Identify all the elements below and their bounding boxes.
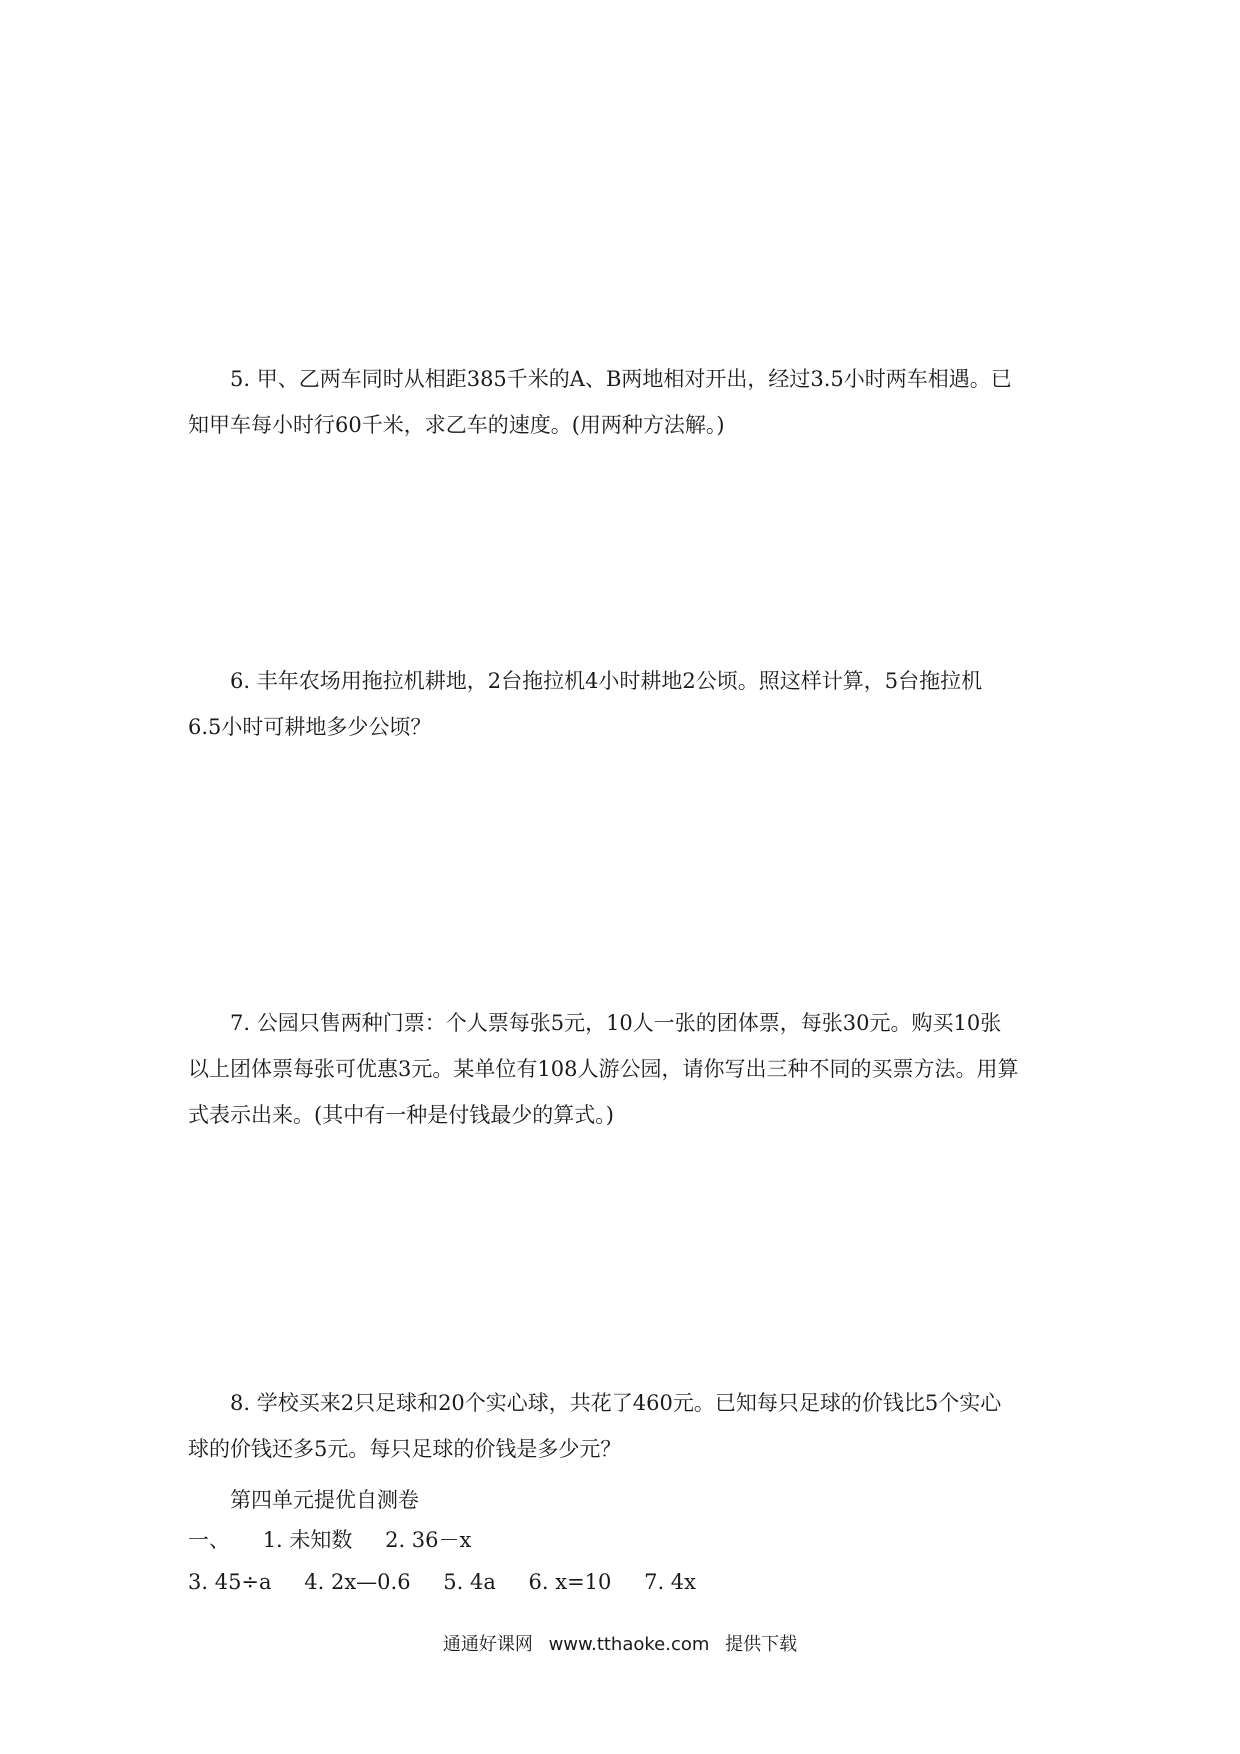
question-8: [188, 1380, 1058, 1472]
answer-item-5: 5. 4a: [443, 1570, 496, 1594]
question-7-line-1: 7. 公园只售两种门票：个人票每张5元，10人一张的团体票，每张30元。购买10张: [230, 1011, 1002, 1035]
answer-section-title: 第四单元提优自测卷: [230, 1488, 419, 1512]
question-5-line-1: 5. 甲、乙两车同时从相距385千米的A、B两地相对开出，经过3.5小时两车相遇。已: [230, 367, 1012, 391]
answer-item-4: 4. 2x—0.6: [304, 1570, 411, 1594]
answer-item-1: 1. 未知数: [262, 1528, 353, 1552]
answer-section-number: 一、: [188, 1528, 230, 1552]
answer-item-2: 2. 36－x: [385, 1528, 472, 1552]
question-8-line-1: 8. 学校买来2只足球和20个实心球，共花了460元。已知每只足球的价钱比5个实心: [230, 1391, 1002, 1415]
answer-row-2: [188, 1562, 696, 1602]
footer-url[interactable]: www.tthaoke.com: [548, 1634, 710, 1655]
question-5: [188, 356, 1058, 448]
answer-row-1: [188, 1520, 471, 1560]
question-6-line-1: 6. 丰年农场用拖拉机耕地，2台拖拉机4小时耕地2公顷。照这样计算，5台拖拉机: [230, 669, 983, 693]
answer-item-6: 6. x=10: [528, 1570, 612, 1594]
footer-note: 提供下载: [725, 1634, 798, 1655]
question-8-line-2: 球的价钱还多5元。每只足球的价钱是多少元？: [188, 1437, 622, 1461]
question-7: [188, 1000, 1058, 1138]
question-6: [188, 658, 1058, 750]
question-6-line-2: 6.5小时可耕地多少公顷？: [188, 715, 432, 739]
answer-item-7: 7. 4x: [644, 1570, 697, 1594]
question-5-line-2: 知甲车每小时行60千米，求乙车的速度。(用两种方法解。): [188, 413, 725, 437]
question-7-line-3: 式表示出来。(其中有一种是付钱最少的算式。): [188, 1103, 614, 1127]
question-7-line-2: 以上团体票每张可优惠3元。某单位有108人游公园，请你写出三种不同的买票方法。用算: [188, 1057, 1019, 1081]
footer-site-name: 通通好课网: [442, 1634, 533, 1655]
answer-item-3: 3. 45÷a: [188, 1570, 272, 1594]
page-footer: [0, 1630, 1240, 1656]
